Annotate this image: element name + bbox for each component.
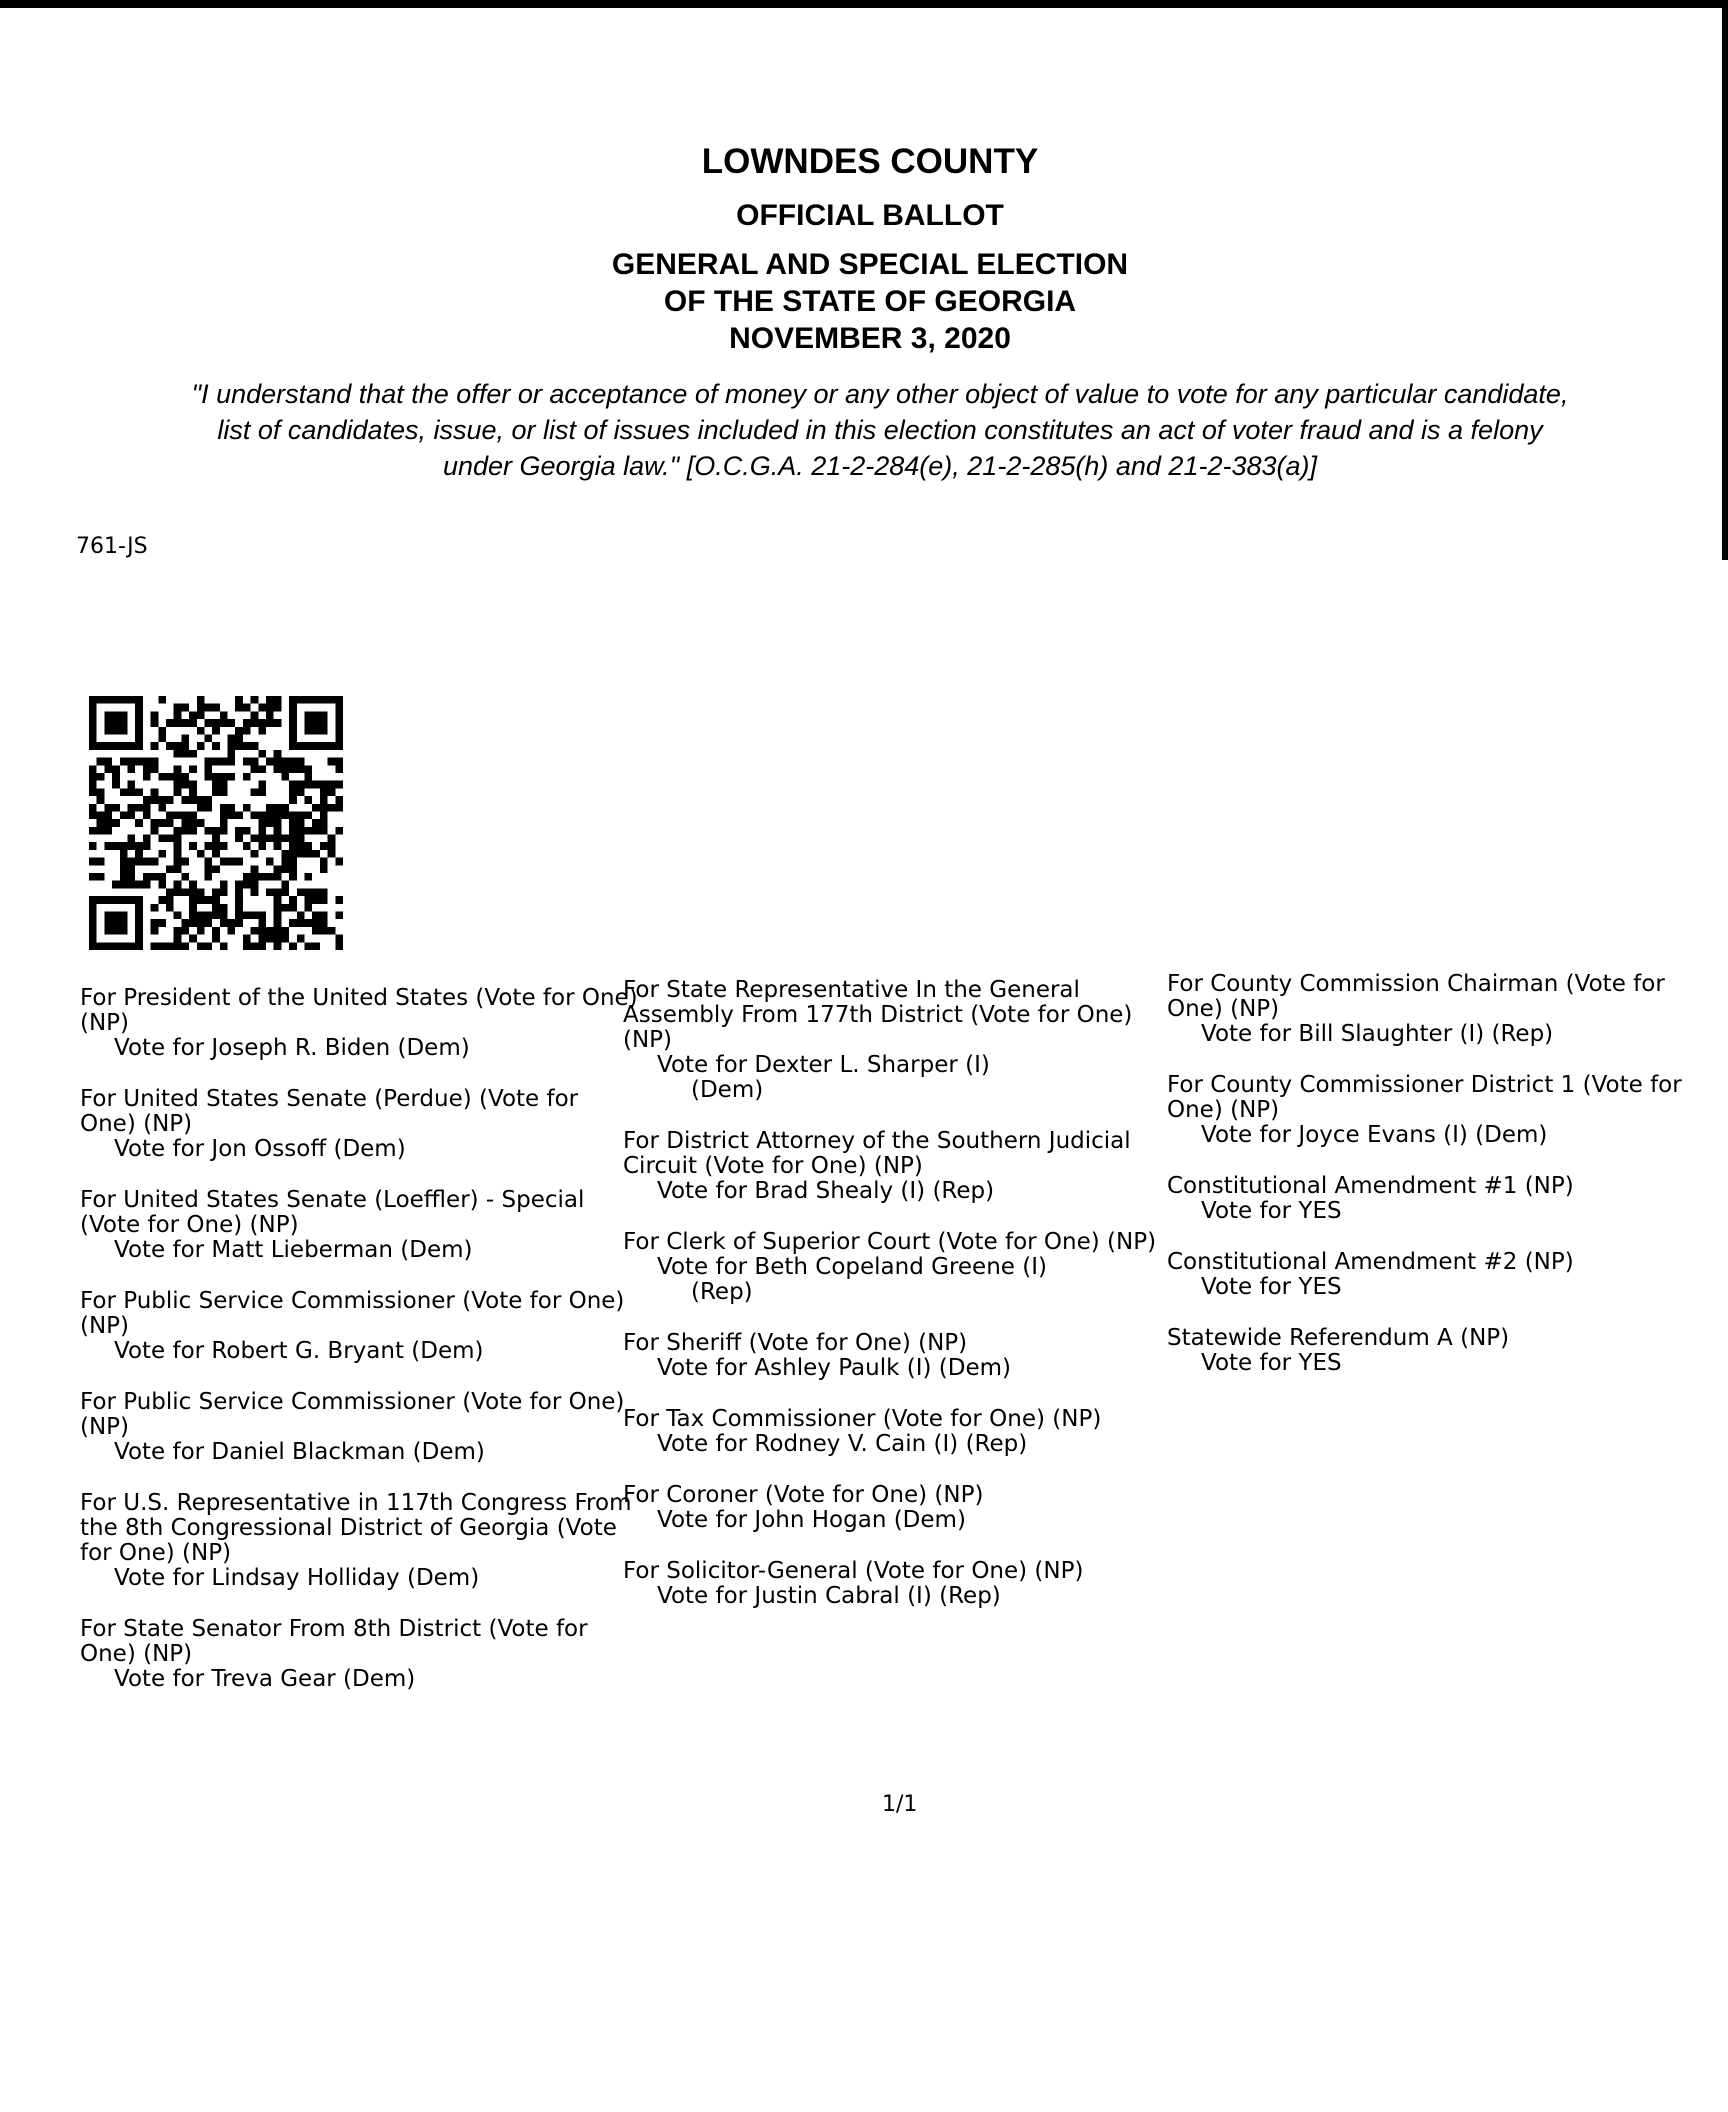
contest-choice: Vote for Matt Lieberman (Dem) xyxy=(114,1237,473,1263)
scan-border-right xyxy=(1722,0,1728,560)
contest-entry xyxy=(80,1390,640,1465)
contest-title: For Solicitor-General (Vote for One) (NP) xyxy=(623,1558,1084,1584)
contest-entry xyxy=(80,1289,640,1364)
contest-title: For Clerk of Superior Court (Vote for One) (NP) xyxy=(623,1229,1157,1255)
contest-choice: Vote for Rodney V. Cain (I) (Rep) xyxy=(657,1431,1028,1457)
ballot-header xyxy=(520,140,1220,357)
ballot-id: 761-JS xyxy=(76,534,148,559)
contest-choice: Vote for Robert G. Bryant (Dem) xyxy=(114,1338,484,1364)
contest-entry xyxy=(80,1617,640,1692)
contest-choice-continued: (Dem) xyxy=(691,1077,764,1103)
election-title xyxy=(520,246,1220,357)
qr-code-icon xyxy=(78,696,354,950)
page-number: 1/1 xyxy=(882,1792,918,1817)
contest-title: For Public Service Commissioner (Vote for One) (NP) xyxy=(80,1288,625,1339)
ballot-type: OFFICIAL BALLOT xyxy=(736,199,1004,232)
contest-choice: Vote for YES xyxy=(1201,1198,1342,1224)
contest-choice: Vote for Lindsay Holliday (Dem) xyxy=(114,1565,480,1591)
contest-title: For Coroner (Vote for One) (NP) xyxy=(623,1482,984,1508)
ballot-column-3 xyxy=(1167,972,1727,1402)
contest-title: For District Attorney of the Southern Judicial Circuit (Vote for One) (NP) xyxy=(623,1128,1131,1179)
contest-choice-continued: (Rep) xyxy=(691,1279,753,1305)
contest-entry xyxy=(80,1491,640,1591)
oath-line-3: under Georgia law." [O.C.G.A. 21-2-284(e), 21-2-285(h) and 21-2-383(a)] xyxy=(442,451,1318,481)
contest-entry xyxy=(1167,1174,1727,1224)
contest-entry xyxy=(80,986,640,1061)
contest-entry xyxy=(623,1331,1183,1381)
contest-title: For State Senator From 8th District (Vote for One) (NP) xyxy=(80,1616,588,1667)
contest-entry xyxy=(623,1407,1183,1457)
contest-title: For County Commissioner District 1 (Vote for One) (NP) xyxy=(1167,1072,1682,1123)
contest-entry xyxy=(1167,1073,1727,1148)
oath-line-2: list of candidates, issue, or list of issues included in this election constitutes an act of voter fraud and is a felony xyxy=(217,415,1543,445)
contest-title: For Public Service Commissioner (Vote for One) (NP) xyxy=(80,1389,625,1440)
election-date: NOVEMBER 3, 2020 xyxy=(729,322,1011,355)
contest-entry xyxy=(623,1129,1183,1204)
contest-choice: Vote for Beth Copeland Greene (I) xyxy=(657,1254,1047,1280)
contest-choice: Vote for Dexter L. Sharper (I) xyxy=(657,1052,990,1078)
contest-choice: Vote for Jon Ossoff (Dem) xyxy=(114,1136,406,1162)
ballot-column-2 xyxy=(623,978,1183,1635)
contest-choice: Vote for Ashley Paulk (I) (Dem) xyxy=(657,1355,1011,1381)
contest-choice: Vote for Bill Slaughter (I) (Rep) xyxy=(1201,1021,1554,1047)
contest-entry xyxy=(623,1559,1183,1609)
contest-entry xyxy=(1167,1250,1727,1300)
contest-title: For State Representative In the General Assembly From 177th District (Vote for One) (NP) xyxy=(623,977,1133,1053)
contest-title: Constitutional Amendment #2 (NP) xyxy=(1167,1249,1574,1275)
ballot-column-1 xyxy=(80,986,640,1718)
contest-entry xyxy=(623,978,1183,1103)
contest-entry xyxy=(80,1188,640,1263)
contest-title: For County Commission Chairman (Vote for One) (NP) xyxy=(1167,971,1665,1022)
contest-choice: Vote for Justin Cabral (I) (Rep) xyxy=(657,1583,1001,1609)
contest-entry xyxy=(1167,972,1727,1047)
contest-entry xyxy=(623,1230,1183,1305)
contest-choice: Vote for Joseph R. Biden (Dem) xyxy=(114,1035,470,1061)
contest-title: Statewide Referendum A (NP) xyxy=(1167,1325,1510,1351)
contest-title: Constitutional Amendment #1 (NP) xyxy=(1167,1173,1574,1199)
contest-title: For United States Senate (Perdue) (Vote for One) (NP) xyxy=(80,1086,579,1137)
contest-choice: Vote for YES xyxy=(1201,1350,1342,1376)
contest-choice: Vote for Daniel Blackman (Dem) xyxy=(114,1439,485,1465)
scan-border-top xyxy=(0,0,1728,8)
contest-choice: Vote for Brad Shealy (I) (Rep) xyxy=(657,1178,995,1204)
election-line-2: OF THE STATE OF GEORGIA xyxy=(663,285,1077,318)
contest-title: For U.S. Representative in 117th Congress From the 8th Congressional District of Georgia (Vote for One) (NP) xyxy=(80,1490,632,1566)
contest-title: For President of the United States (Vote for One) (NP) xyxy=(80,985,638,1036)
county-title: LOWNDES COUNTY xyxy=(701,142,1039,181)
contest-entry xyxy=(80,1087,640,1162)
voter-oath xyxy=(80,376,1680,484)
contest-entry xyxy=(623,1483,1183,1533)
contest-entry xyxy=(1167,1326,1727,1376)
contest-choice: Vote for John Hogan (Dem) xyxy=(657,1507,966,1533)
election-line-1: GENERAL AND SPECIAL ELECTION xyxy=(611,248,1129,281)
contest-title: For Sheriff (Vote for One) (NP) xyxy=(623,1330,968,1356)
contest-choice: Vote for Joyce Evans (I) (Dem) xyxy=(1201,1122,1548,1148)
contest-title: For Tax Commissioner (Vote for One) (NP) xyxy=(623,1406,1102,1432)
contest-title: For United States Senate (Loeffler) - Special (Vote for One) (NP) xyxy=(80,1187,585,1238)
oath-line-1: "I understand that the offer or acceptance of money or any other object of value to vote for any particular candidate, xyxy=(191,379,1569,409)
contest-choice: Vote for Treva Gear (Dem) xyxy=(114,1666,416,1692)
contest-choice: Vote for YES xyxy=(1201,1274,1342,1300)
